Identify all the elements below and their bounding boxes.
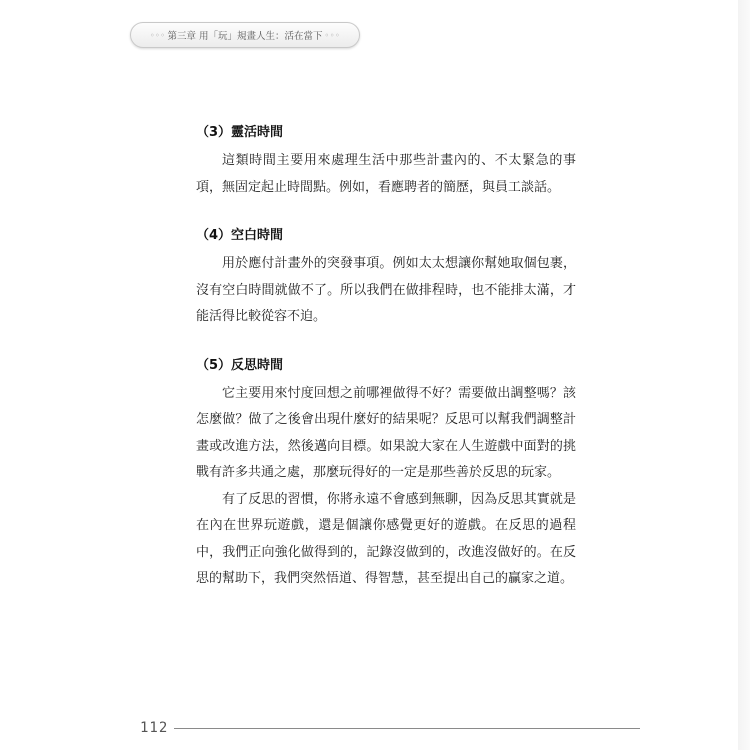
paragraph: 這類時間主要用來處理生活中那些計畫內的、不太緊急的事項，無固定起止時間點。例如，看應聘者的簡歷，與員工談話。 <box>196 153 576 195</box>
page-edge-shadow <box>738 0 750 750</box>
section-flexible-time <box>196 122 576 201</box>
paragraph: 有了反思的習慣，你將永遠不會感到無聊，因為反思其實就是在內在世界玩遊戲，還是個讓你感覺更好的遊戲。在反思的過程中，我們正向強化做得到的，記錄沒做到的，改進沒做好的。在反思的幫助下，我們突然悟道、得智慧，甚至提出自己的贏家之道。 <box>196 491 576 586</box>
section-reflection-time <box>196 355 576 593</box>
paragraph: 它主要用來忖度回想之前哪裡做得不好？需要做出調整嗎？該怎麼做？做了之後會出現什麼好的結果呢？反思可以幫我們調整計畫或改進方法，然後邁向目標。如果說大家在人生遊戲中面對的挑戰有許多共通之處，那麼玩得好的一定是那些善於反思的玩家。 <box>196 385 576 480</box>
page-body <box>196 122 576 593</box>
section-heading: （5）反思時間 <box>196 357 284 373</box>
section-blank-time <box>196 225 576 331</box>
header-ornament-left: ◦◦◦ <box>149 30 166 40</box>
chapter-title: 第三章 用「玩」規畫人生：活在當下 <box>167 31 323 42</box>
header-ornament-right: ◦◦◦ <box>324 30 341 40</box>
page-number: 112 <box>140 720 169 736</box>
page-footer <box>140 718 640 738</box>
paragraph: 用於應付計畫外的突發事項。例如太太想讓你幫她取個包裹，沒有空白時間就做不了。所以我們在做排程時，也不能排太滿，才能活得比較從容不迫。 <box>196 256 576 324</box>
section-heading: （3）靈活時間 <box>196 125 284 140</box>
footer-rule <box>174 728 640 729</box>
section-heading: （4）空白時間 <box>196 228 284 243</box>
chapter-header <box>130 22 360 48</box>
